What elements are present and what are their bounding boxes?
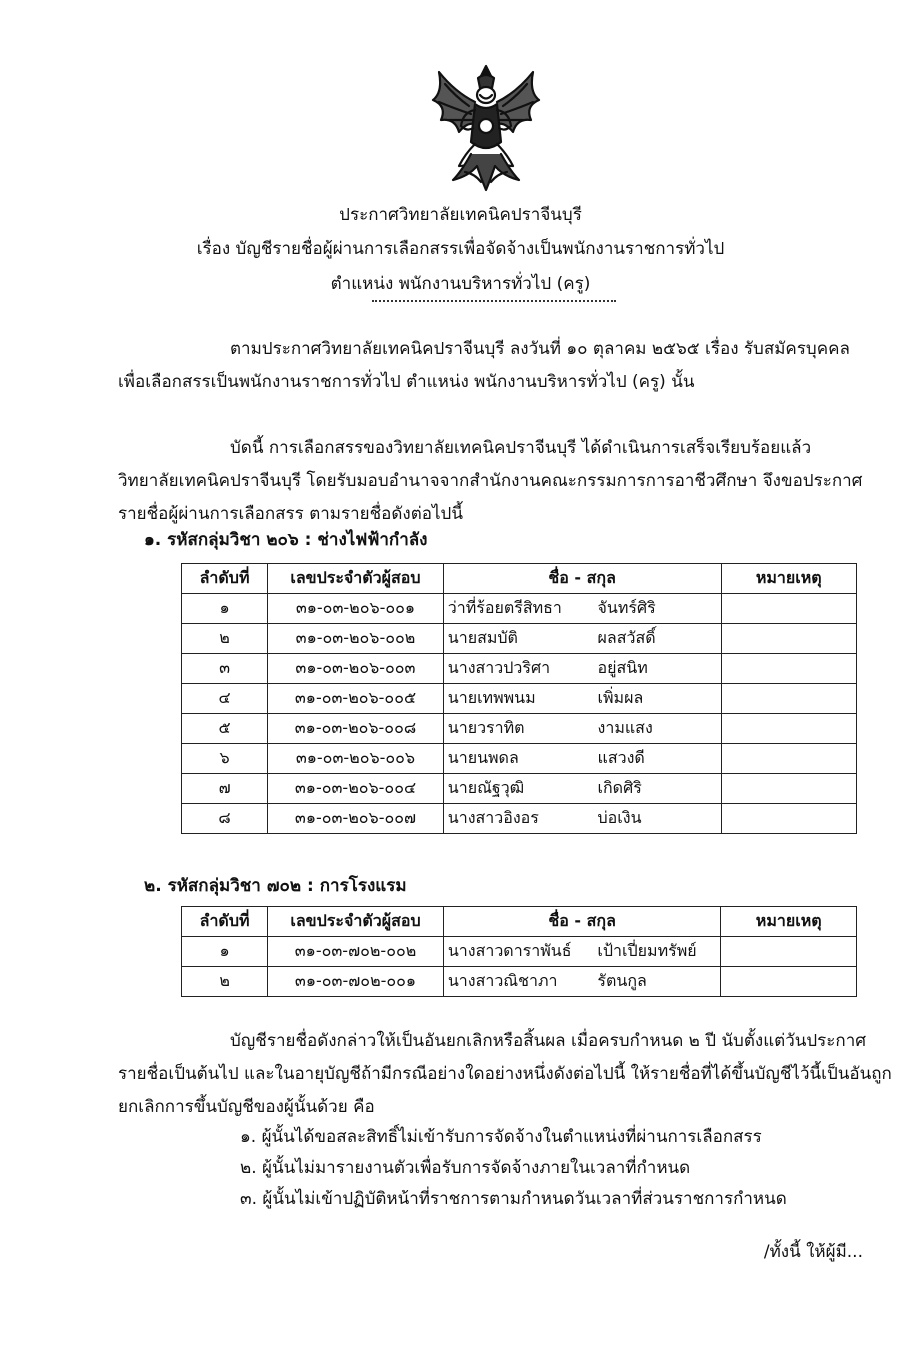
table-row bbox=[182, 744, 857, 774]
column-header-name: ชื่อ - สกุล bbox=[443, 564, 721, 594]
column-header-note: หมายเหตุ bbox=[721, 907, 857, 937]
condition-item: ๓. ผู้นั้นไม่เข้าปฏิบัติหน้าที่ราชการตามกำหนดวันเวลาที่ส่วนราชการกำหนด bbox=[240, 1189, 787, 1209]
cell-last-name: เป้าเปี่ยมทรัพย์ bbox=[593, 937, 721, 967]
condition-item: ๒. ผู้นั้นไม่มารายงานตัวเพื่อรับการจัดจ้างภายในเวลาที่กำหนด bbox=[240, 1158, 691, 1178]
intro-paragraph-2 bbox=[118, 432, 862, 531]
cell-last-name: แสวงดี bbox=[594, 744, 722, 774]
cell-no: ๒ bbox=[182, 624, 268, 654]
cell-first-name: นายณัฐวุฒิ bbox=[443, 774, 593, 804]
cell-note bbox=[721, 744, 856, 774]
cell-note bbox=[721, 594, 856, 624]
cell-first-name: นางสาวดาราพันธ์ bbox=[443, 937, 593, 967]
dotted-divider bbox=[372, 300, 616, 302]
paragraph-line: รายชื่อผู้ผ่านการเลือกสรร ตามรายชื่อดังต่อไปนี้ bbox=[118, 504, 463, 524]
column-header-no: ลำดับที่ bbox=[182, 564, 268, 594]
paragraph-line: บัดนี้ การเลือกสรรของวิทยาลัยเทคนิคปราจีนบุรี ได้ดำเนินการเสร็จเรียบร้อยแล้ว bbox=[230, 438, 812, 458]
table-row bbox=[182, 624, 857, 654]
table-row bbox=[182, 714, 857, 744]
cell-last-name: บ่อเงิน bbox=[594, 804, 722, 834]
continued-marker: /ทั้งนี้ ให้ผู้มี... bbox=[763, 1242, 863, 1262]
table-row bbox=[182, 937, 857, 967]
table-row bbox=[182, 654, 857, 684]
header-position: ตำแหน่ง พนักงานบริหารทั่วไป (ครู) bbox=[330, 274, 591, 294]
cell-first-name: ว่าที่ร้อยตรีสิทธา bbox=[443, 594, 593, 624]
roster-table-206 bbox=[181, 563, 857, 834]
cell-last-name: อยู่สนิท bbox=[594, 654, 722, 684]
cell-id: ๓๑-๐๓-๒๐๖-๐๐๓ bbox=[268, 654, 444, 684]
cell-note bbox=[721, 624, 856, 654]
section-title: ๒. รหัสกลุ่มวิชา ๗๐๒ : การโรงแรม bbox=[144, 876, 407, 896]
condition-item: ๑. ผู้นั้นได้ขอสละสิทธิ์ไม่เข้ารับการจัดจ้างในตำแหน่งที่ผ่านการเลือกสรร bbox=[240, 1127, 762, 1147]
closing-paragraph bbox=[118, 1025, 892, 1124]
column-header-note: หมายเหตุ bbox=[721, 564, 856, 594]
cell-note bbox=[721, 774, 856, 804]
paragraph-line: ยกเลิกการขึ้นบัญชีของผู้นั้นด้วย คือ bbox=[118, 1097, 375, 1117]
cell-no: ๑ bbox=[182, 594, 268, 624]
cell-no: ๕ bbox=[182, 714, 268, 744]
cell-id: ๓๑-๐๓-๗๐๒-๐๐๑ bbox=[268, 967, 444, 997]
cell-last-name: รัตนกูล bbox=[593, 967, 721, 997]
cell-first-name: นายนพดล bbox=[443, 744, 593, 774]
cell-last-name: งามแสง bbox=[594, 714, 722, 744]
cell-note bbox=[721, 684, 856, 714]
column-header-id: เลขประจำตัวผู้สอบ bbox=[268, 564, 444, 594]
cell-first-name: นายวราทิต bbox=[443, 714, 593, 744]
paragraph-line: วิทยาลัยเทคนิคปราจีนบุรี โดยรับมอบอำนาจจากสำนักงานคณะกรรมการการอาชีวศึกษา จึงขอประกาศ bbox=[118, 471, 863, 491]
cell-last-name: จันทร์ศิริ bbox=[594, 594, 722, 624]
cell-id: ๓๑-๐๓-๒๐๖-๐๐๘ bbox=[268, 714, 444, 744]
cell-no: ๓ bbox=[182, 654, 268, 684]
cell-first-name: นายเทพพนม bbox=[443, 684, 593, 714]
cell-last-name: เพิ่มผล bbox=[594, 684, 722, 714]
paragraph-line: รายชื่อเป็นต้นไป และในอายุบัญชีถ้ามีกรณีอย่างใดอย่างหนึ่งดังต่อไปนี้ ให้รายชื่อที่ได้ขึ้นบัญชีไว้นี้เป็นอันถูก bbox=[118, 1064, 892, 1084]
cell-first-name: นางสาวปวริศา bbox=[443, 654, 593, 684]
cell-first-name: นายสมบัติ bbox=[443, 624, 593, 654]
table-header-row bbox=[182, 564, 857, 594]
cell-id: ๓๑-๐๓-๒๐๖-๐๐๔ bbox=[268, 774, 444, 804]
column-header-name: ชื่อ - สกุล bbox=[443, 907, 721, 937]
cell-id: ๓๑-๐๓-๒๐๖-๐๐๗ bbox=[268, 804, 444, 834]
cell-first-name: นางสาวณิชาภา bbox=[443, 967, 593, 997]
cell-id: ๓๑-๐๓-๒๐๖-๐๐๑ bbox=[268, 594, 444, 624]
cell-no: ๗ bbox=[182, 774, 268, 804]
header-subject: เรื่อง บัญชีรายชื่อผู้ผ่านการเลือกสรรเพื่อจัดจ้างเป็นพนักงานราชการทั่วไป bbox=[196, 239, 725, 259]
cell-last-name: ผลสวัสดิ์ bbox=[594, 624, 722, 654]
column-header-no: ลำดับที่ bbox=[182, 907, 268, 937]
cell-no: ๖ bbox=[182, 744, 268, 774]
table-row bbox=[182, 684, 857, 714]
cell-note bbox=[721, 654, 856, 684]
cell-note bbox=[721, 937, 857, 967]
paragraph-line: บัญชีรายชื่อดังกล่าวให้เป็นอันยกเลิกหรือสิ้นผล เมื่อครบกำหนด ๒ ปี นับตั้งแต่วันประกาศ bbox=[230, 1031, 867, 1051]
cell-id: ๓๑-๐๓-๒๐๖-๐๐๕ bbox=[268, 684, 444, 714]
cell-note bbox=[721, 967, 857, 997]
roster-table-702 bbox=[181, 906, 857, 997]
cell-no: ๘ bbox=[182, 804, 268, 834]
cell-no: ๒ bbox=[182, 967, 268, 997]
intro-paragraph-1 bbox=[118, 333, 862, 399]
cell-note bbox=[721, 804, 856, 834]
table-header-row bbox=[182, 907, 857, 937]
paragraph-line: เพื่อเลือกสรรเป็นพนักงานราชการทั่วไป ตำแหน่ง พนักงานบริหารทั่วไป (ครู) นั้น bbox=[118, 372, 695, 392]
paragraph-line: ตามประกาศวิทยาลัยเทคนิคปราจีนบุรี ลงวันที่ ๑๐ ตุลาคม ๒๕๖๕ เรื่อง รับสมัครบุคคล bbox=[230, 339, 850, 359]
cell-no: ๔ bbox=[182, 684, 268, 714]
header-title: ประกาศวิทยาลัยเทคนิคปราจีนบุรี bbox=[339, 205, 582, 225]
table-row bbox=[182, 594, 857, 624]
table-row bbox=[182, 804, 857, 834]
column-header-id: เลขประจำตัวผู้สอบ bbox=[268, 907, 444, 937]
cell-note bbox=[721, 714, 856, 744]
cell-last-name: เกิดศิริ bbox=[594, 774, 722, 804]
cell-no: ๑ bbox=[182, 937, 268, 967]
cell-id: ๓๑-๐๓-๒๐๖-๐๐๒ bbox=[268, 624, 444, 654]
garuda-emblem-icon bbox=[425, 62, 547, 197]
cell-first-name: นางสาวอิงอร bbox=[443, 804, 593, 834]
cell-id: ๓๑-๐๓-๒๐๖-๐๐๖ bbox=[268, 744, 444, 774]
table-row bbox=[182, 967, 857, 997]
section-title: ๑. รหัสกลุ่มวิชา ๒๐๖ : ช่างไฟฟ้ากำลัง bbox=[144, 530, 428, 550]
cell-id: ๓๑-๐๓-๗๐๒-๐๐๒ bbox=[268, 937, 444, 967]
table-row bbox=[182, 774, 857, 804]
